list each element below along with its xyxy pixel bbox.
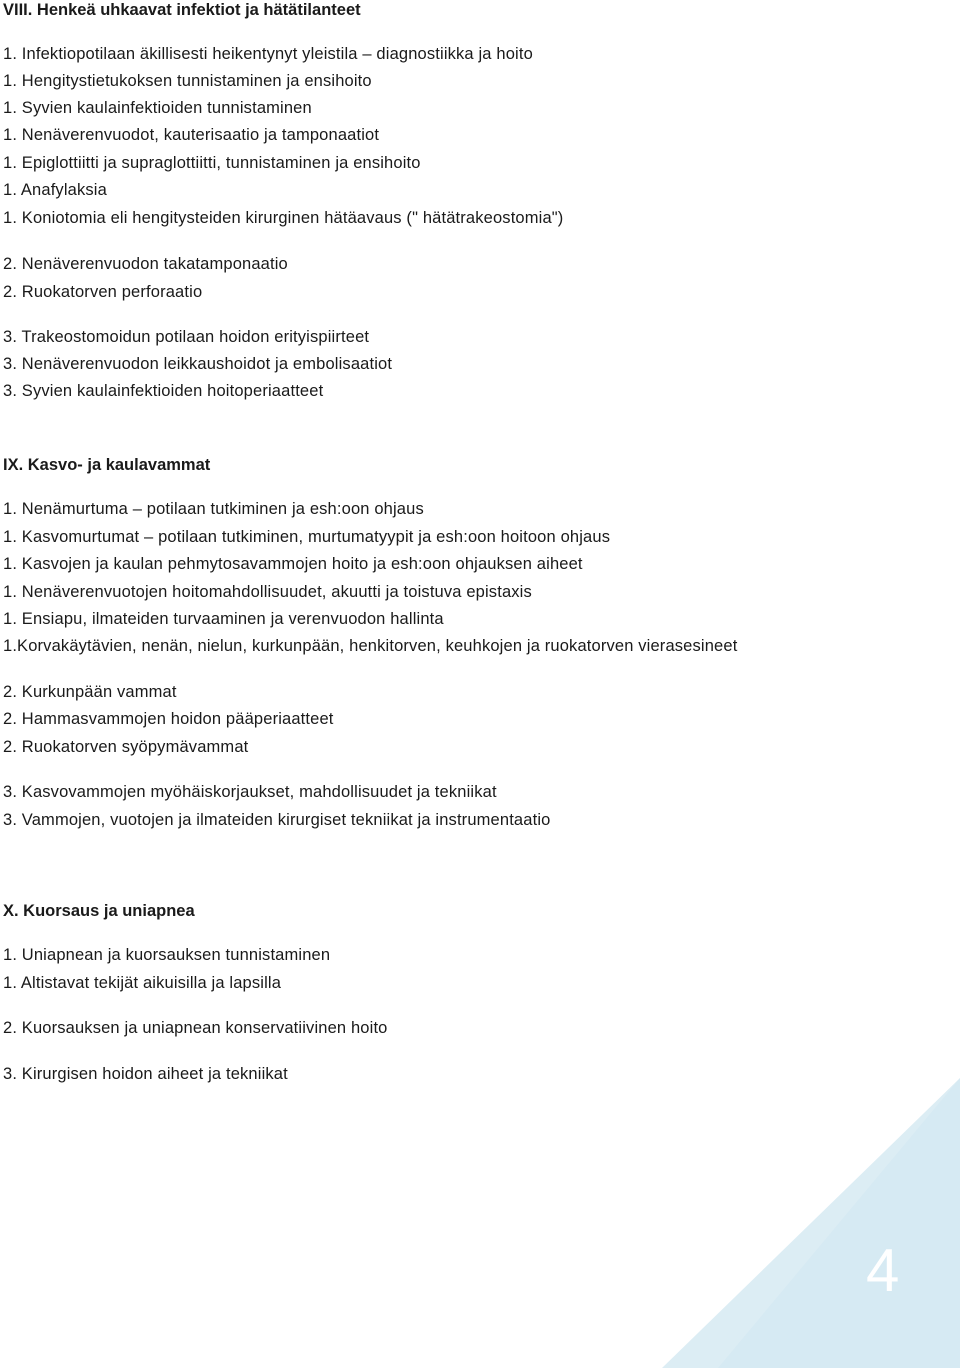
list-item: 1. Anafylaksia	[3, 181, 107, 199]
list-item: 2. Ruokatorven syöpymävammat	[3, 738, 249, 756]
list-item: 1. Epiglottiitti ja supraglottiitti, tunnistaminen ja ensihoito	[3, 154, 421, 172]
section-title: X. Kuorsaus ja uniapnea	[3, 902, 195, 920]
list-item: 2. Kurkunpään vammat	[3, 683, 177, 701]
list-item: 1.Korvakäytävien, nenän, nielun, kurkunpään, henkitorven, keuhkojen ja ruokatorven vierasesineet	[3, 637, 738, 655]
list-item: 1. Nenäverenvuodot, kauterisaatio ja tamponaatiot	[3, 126, 380, 144]
list-item: 3. Syvien kaulainfektioiden hoitoperiaatteet	[3, 382, 324, 400]
list-item: 1. Infektiopotilaan äkillisesti heikentynyt yleistila – diagnostiikka ja hoito	[3, 45, 533, 63]
list-item: 2. Kuorsauksen ja uniapnean konservatiivinen hoito	[3, 1019, 388, 1037]
list-item: 2. Nenäverenvuodon takatamponaatio	[3, 255, 288, 273]
list-item: 3. Trakeostomoidun potilaan hoidon erityispiirteet	[3, 328, 370, 346]
list-item: 3. Kirurgisen hoidon aiheet ja tekniikat	[3, 1065, 288, 1083]
page-number: 4	[866, 1237, 900, 1304]
list-item: 1. Kasvojen ja kaulan pehmytosavammojen hoito ja esh:oon ohjauksen aiheet	[3, 555, 583, 573]
section-title: VIII. Henkeä uhkaavat infektiot ja hätätilanteet	[3, 1, 361, 19]
list-item: 2. Ruokatorven perforaatio	[3, 283, 203, 301]
list-item: 3. Vammojen, vuotojen ja ilmateiden kirurgiset tekniikat ja instrumentaatio	[3, 811, 551, 829]
list-item: 1. Altistavat tekijät aikuisilla ja lapsilla	[3, 974, 282, 992]
list-item: 1. Uniapnean ja kuorsauksen tunnistaminen	[3, 946, 331, 964]
list-item: 2. Hammasvammojen hoidon pääperiaatteet	[3, 710, 334, 728]
section-title: IX. Kasvo- ja kaulavammat	[3, 456, 211, 474]
list-item: 3. Nenäverenvuodon leikkaushoidot ja embolisaatiot	[3, 355, 393, 373]
list-item: 3. Kasvovammojen myöhäiskorjaukset, mahdollisuudet ja tekniikat	[3, 783, 497, 801]
list-item: 1. Hengitystietukoksen tunnistaminen ja ensihoito	[3, 72, 372, 90]
list-item: 1. Koniotomia eli hengitysteiden kirurginen hätäavaus (" hätätrakeostomia")	[3, 209, 564, 227]
list-item: 1. Ensiapu, ilmateiden turvaaminen ja verenvuodon hallinta	[3, 610, 444, 628]
list-item: 1. Syvien kaulainfektioiden tunnistaminen	[3, 99, 312, 117]
list-item: 1. Kasvomurtumat – potilaan tutkiminen, murtumatyypit ja esh:oon hoitoon ohjaus	[3, 528, 611, 546]
list-item: 1. Nenäverenvuotojen hoitomahdollisuudet, akuutti ja toistuva epistaxis	[3, 583, 532, 601]
list-item: 1. Nenämurtuma – potilaan tutkiminen ja esh:oon ohjaus	[3, 500, 424, 518]
